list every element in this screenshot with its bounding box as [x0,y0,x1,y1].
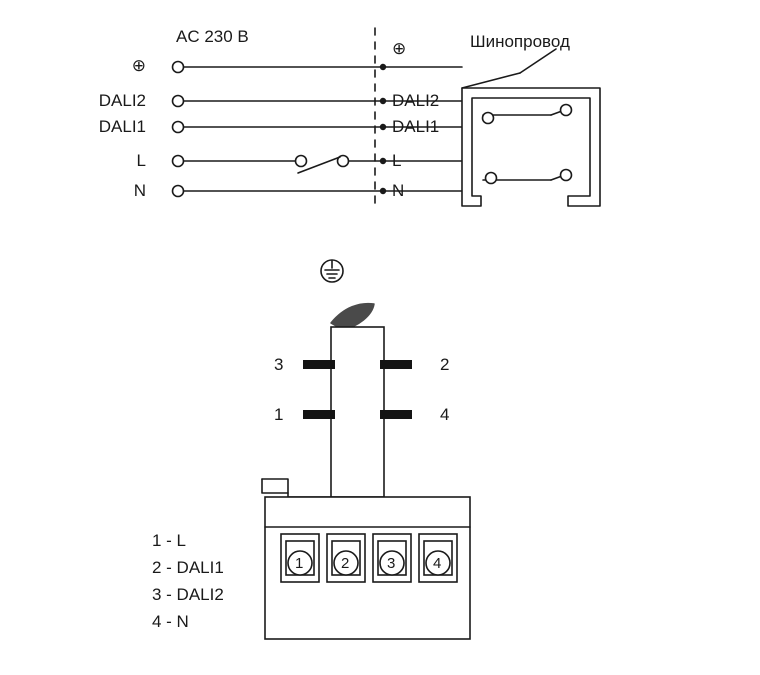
right-terminal-label-dali1: DALI1 [392,117,440,136]
left-terminal-circles [173,62,184,197]
right-terminal-label-dali2: DALI2 [392,91,440,110]
legend-item-2: 2 - DALI1 [152,558,224,577]
left-terminal-label-n: N [133,181,146,200]
adapter-contact-label-4: 4 [440,405,450,424]
right-terminal-label-l: L [392,151,402,170]
terminal-number-1: 1 [295,555,304,572]
line-switch [296,156,349,174]
busbar-leader-line-2 [462,73,520,88]
adapter-lever [331,304,374,330]
adapter-earth-symbol-graphic [321,260,343,282]
right-terminal-label-earth: ⊕ [392,39,407,58]
adapter-hook [262,479,331,497]
adapter-contact-label-2: 2 [440,355,450,374]
left-terminal-label-dali2: DALI2 [98,91,146,110]
legend [152,527,224,635]
busbar-label: Шинопровод [470,32,570,51]
left-terminal-label-dali1: DALI1 [98,117,146,136]
left-terminal-label-earth: ⊕ [131,56,146,75]
terminal-number-4: 4 [433,555,442,572]
legend-item-1: 1 - L [152,531,187,550]
terminal-number-2: 2 [341,555,350,572]
junction-dots [380,64,386,194]
left-terminal-label-l: L [136,151,146,170]
busbar-outline [462,88,600,206]
legend-item-4: 4 - N [152,612,189,631]
busbar-conductors [483,105,572,184]
legend-item-3: 3 - DALI2 [152,585,224,604]
adapter-hook-2 [262,479,288,493]
right-terminal-label-n: N [392,181,405,200]
busbar-leader-line [520,49,556,73]
terminal-number-3: 3 [387,555,396,572]
adapter-body [331,327,384,497]
adapter-contact-label-1: 1 [274,405,284,424]
supply-voltage-label: AC 230 В [176,27,249,46]
adapter-contact-label-3: 3 [274,355,284,374]
